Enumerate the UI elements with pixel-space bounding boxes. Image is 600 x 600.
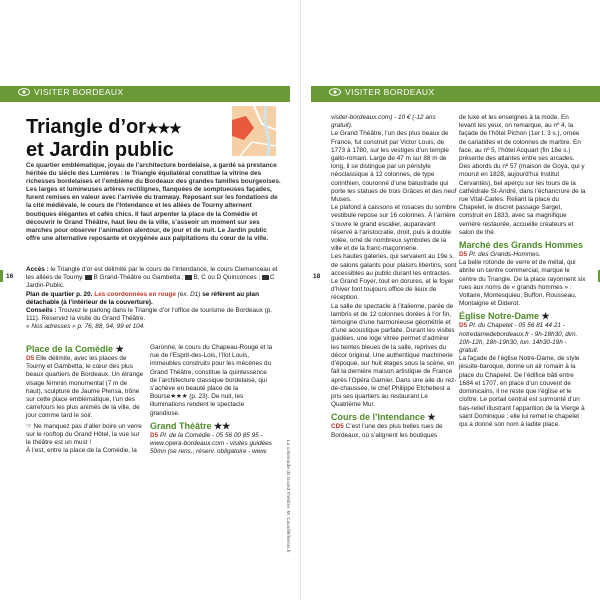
tram-icon xyxy=(262,275,269,280)
section-header-label: VISITER BORDEAUX xyxy=(34,87,124,97)
page-title: Triangle d’or★★★ et Jardin public xyxy=(26,116,181,161)
section-heading: Grand Théâtre ★★ xyxy=(150,420,231,431)
page-tab-marker xyxy=(0,270,3,282)
tip-icon: ☞ xyxy=(26,422,34,430)
eye-icon xyxy=(18,88,30,96)
section-heading: Église Notre-Dame ★ xyxy=(459,311,550,322)
page-number: 16 xyxy=(6,273,14,280)
section-header-label: VISITER BORDEAUX xyxy=(345,87,435,97)
column-intendance-continued: de luxe et les enseignes à la mode. En levant les yeux, on remarque, au nº 4, la façade de l’hôtel Pichon (1er t. 3 s.), ornée de cariatides et de colonnes de marbre. En face, au nº 5, l’hôtel Acquart (fin 18e s.) présente des atlantes entre ses arcades. Des abords du nº 57 (maison de Goya, qui y mourut en 1828, aujourd’hui Institut Cervantès), bel aperçu sur les tours de la cathédrale St-André, dans l’échancrure de la rue Vital-Carles. Reliant la place du Chapelet, le discret passage Sarget, construit en 1833, avec sa magnifique verrière restaurée, accueille créateurs et salon de thé. Marché des Grands Hommes D5 Pl. des Grands-Hommes. La belle rotonde de verre et de métal, qui abrite un centre commercial, marque le centre du Triangle. De la place rayonnent six rues aux noms de « grands hommes » : Voltaire, Montesquieu, Buffon, Rousseau, Montaigne et Diderot. Église Notre-Dame ★ D5 Pl. du Chapelet - 05 56 81 44 21 - notredamedebordeaux.fr - 9h-18h30, dim. 10h-12h, 18h-19h30, lun. 14h30-19h - gratuit. La façade de l’église Notre-Dame, de style jésuite-baroque, donne un air romain à la place du Chapelet. De l’édifice bâti entre 1684 et 1707, en place d’un couvent de dominicains, il ne reste que l’église et le cloître. Le portail central est surmonté d’un bas-relief illustrant l’apparition de la Vierge à saint Dominique ; elle lui remet le chapelet qui a donné son nom à ladite place. xyxy=(459,114,586,428)
photo-caption: La colonnade du Grand Théâtre. M. Cavaillé/hemis.fr xyxy=(285,440,290,553)
right-page xyxy=(300,0,600,600)
eye-icon xyxy=(329,88,341,96)
district-map-thumbnail xyxy=(232,106,276,156)
practical-info: Accès : le Triangle d’or est délimité par le cours de l’Intendance, le cours Clemenceau et les allées de Tourny. B Grand-Théâtre ou Gambetta ; B, C ou D Quinconces ; C Jardin-Public. Plan de quartier p. 20. Les coordonnées en rouge (ex. D1) se réfèrent au plan détachable (à l’intérieur de la couverture). Conseils : Trouvez le parking dans le Triangle d’or l’office de tourisme de Bordeaux (p. 111). Réservez la visite du Grand Théâtre. « Nos adresses » p. 76, 88, 94, 99 et 104. xyxy=(26,266,278,331)
section-header-bar xyxy=(311,86,600,102)
column-theatre-continued: visiter-bordeaux.com) - 10 € (-12 ans gratuit). Le Grand Théâtre, l’un des plus beaux de France, fut construit par Victor Louis, de 1773 à 1780, sur les vestiges d’un temple gallo-romain. Large de 47 m sur 88 m de long, il se distingue par un péristyle néoclassique à 12 colonnes, de type corinthien, couronné d’une balustrade qui porte les statues de trois Grâces et des neuf Muses. Le plafond à caissons et rosaces du sombre vestibule repose sur 16 colonnes. À l’arrière s’ouvre le grand escalier, auparavant réservé à l’aristocratie, droit, puis à double volée, orné de nombreux symboles de la ville et de la franc-maçonnerie. Les hautes galeries, qui servaient au 19e s. de salons galants pour plaisirs libertins, sont accessibles au public durant les entractes. Le Grand Foyer, tout en dorures, et le foyer d’hiver font toujours office de lieux de réception. La salle de spectacle à l’italienne, parée de lambris et de 12 colonnes dorées à l’or fin, témoigne d’une harmonieuse géométrie et d’une acoustique parfaite. Durant les visites guidées, une loge vitrée permet d’admirer les teintes bleues de la salle, reprises du décor original. Une authentique machinerie d’époque, sur huit étages sous la scène, en fait la dernière maison artistique de France après l’Opéra Garnier. Dans une aile du rez-de-chaussée, le chef Philippe Etchebest a pris ses quartiers au restaurant Le Quatrième Mur. Cours de l’Intendance ★ CD5 C’est l’une des plus belles rues de Bordeaux, où s’alignent les boutiques xyxy=(331,114,457,439)
column-theatre: Garonne, le cours du Chapeau-Rouge et la rue de l’Esprit-des-Lois, l’îlot Louis, immeubles construits pour les mécènes du Grand Théâtre, constitue la quintessence de l’architecture classique bordelaise, qui s’achève en beauté place de la Bourse★★★ (p. 23). De nuit, les illuminations rendent le spectacle grandiose. Grand Théâtre ★★ D5 Pl. de la Comédie - 05 56 00 85 95 - www.opera-bordeaux.com - visites guidées 50mn (se rens., réserv. obligatoire - www. xyxy=(150,344,273,456)
intro-paragraph: Ce quartier emblématique, joyau de l’architecture bordelaise, a gardé sa prestance héritée du siècle des Lumières : le Triangle équilatéral constitue la vitrine des richesses bordelaises et l’emblème du Bordeaux des grandes familles bourgeoises. Les larges et lumineuses artères rectilignes, flanquées de somptueuses façades, furent remises en valeur avec l’arrivée du tramway. Reposant sur les fondations de la cité médiévale, le cours de l’Intendance et les allées de Tourny alternent boutiques élégantes et cafés chics. Il faut arpenter la place de la Comédie et découvrir le Grand Théâtre, haut lieu de la ville, s’asseoir un moment sur ses marches pour observer l’animation alentour, de jour et de nuit. Le Jardin public offre une alternative reposante et oxygénée aux palpitations du cœur de la ville. xyxy=(26,162,281,242)
page-number: 18 xyxy=(313,273,321,280)
rating-stars: ★★★ xyxy=(146,120,181,136)
section-heading: Cours de l’Intendance ★ xyxy=(331,412,436,423)
section-heading: Marché des Grands Hommes xyxy=(459,240,584,251)
section-heading: Place de la Comédie ★ xyxy=(26,344,124,354)
tram-icon xyxy=(185,275,192,280)
column-comedie: Place de la Comédie ★ D5 Elle délimite, avec les places de Tourny et Gambetta, le cœur des plus beaux quartiers de Bordeaux. Un étrange visage féminin monumental (7 m de haut), sculpture de Jaume Plensa, trône sur cette place emblématique, l’un des carrefours les plus animés de la ville, de jour comme tard le soir. ☞ Ne manquez pas d’aller boire un verre sur le rooftop du Grand Hôtel, la vue sur le théâtre est un must ! À l’est, entre la place de la Comédie, la xyxy=(26,344,144,455)
section-header-bar xyxy=(0,86,290,102)
tram-icon xyxy=(85,275,92,280)
